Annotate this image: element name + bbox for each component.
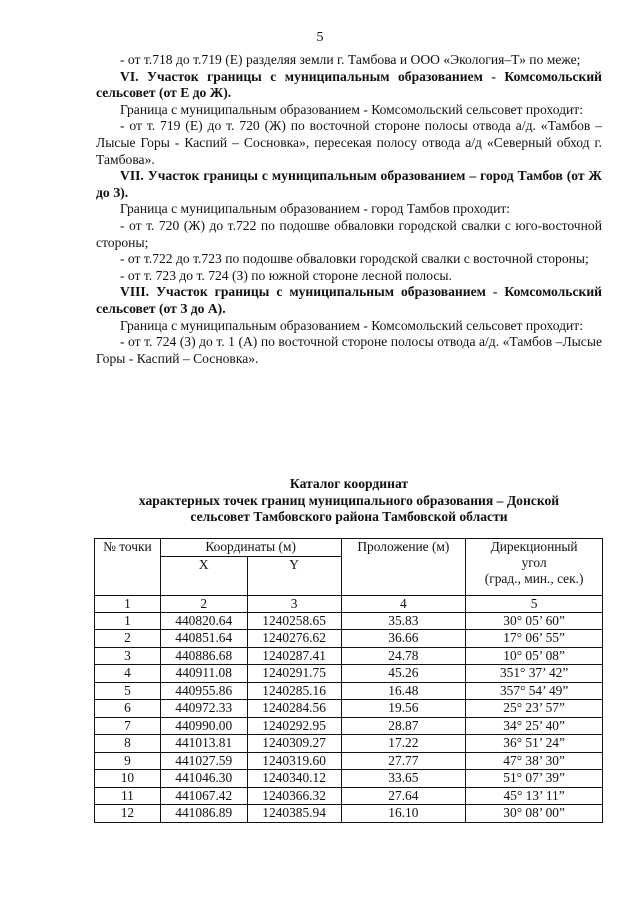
paragraph: Граница с муниципальным образованием - город Тамбов проходит:	[120, 201, 511, 217]
catalog-title	[96, 476, 602, 526]
table-row	[95, 752, 603, 770]
y-cell: 1240287.41	[247, 647, 341, 665]
point-number-cell: 3	[95, 647, 161, 665]
header-coordinates: Координаты (м)	[160, 539, 341, 557]
x-cell: 441046.30	[160, 770, 247, 788]
table-row	[95, 647, 603, 665]
x-cell: 440851.64	[160, 630, 247, 648]
header-length: Проложение (м)	[341, 539, 466, 596]
point-number-cell: 7	[95, 717, 161, 735]
table-row	[95, 787, 603, 805]
header-angle-line: Дирекционный	[490, 539, 578, 554]
table-row	[95, 682, 603, 700]
length-cell: 27.64	[341, 787, 466, 805]
column-number: 3	[247, 595, 341, 612]
column-number-row	[95, 595, 603, 612]
table-row	[95, 612, 603, 630]
paragraph: - от т. 720 (Ж) до т.722 по подошве обваловки городской свалки с юго-восточной стороны;	[96, 217, 602, 250]
body-text	[96, 52, 602, 367]
section-heading: VI. Участок границы с муниципальным образованием - Комсомольский сельсовет (от Е до Ж).	[96, 68, 602, 101]
angle-cell: 45° 13’ 11”	[466, 787, 603, 805]
x-cell: 440990.00	[160, 717, 247, 735]
column-number: 5	[466, 595, 603, 612]
point-number-cell: 6	[95, 700, 161, 718]
table-row	[95, 665, 603, 683]
column-number: 1	[95, 595, 161, 612]
column-number: 2	[160, 595, 247, 612]
table-row	[95, 770, 603, 788]
length-cell: 36.66	[341, 630, 466, 648]
header-angle	[466, 539, 603, 596]
y-cell: 1240285.16	[247, 682, 341, 700]
angle-cell: 34° 25’ 40”	[466, 717, 603, 735]
angle-cell: 357° 54’ 49”	[466, 682, 603, 700]
angle-cell: 30° 08’ 00”	[466, 805, 603, 823]
y-cell: 1240292.95	[247, 717, 341, 735]
length-cell: 45.26	[341, 665, 466, 683]
length-cell: 16.10	[341, 805, 466, 823]
coordinates-table	[94, 538, 603, 823]
x-cell: 441067.42	[160, 787, 247, 805]
header-angle-line: (град., мин., сек.)	[484, 571, 584, 586]
x-cell: 441013.81	[160, 735, 247, 753]
column-number: 4	[341, 595, 466, 612]
paragraph: - от т.718 до т.719 (Е) разделяя земли г. Тамбова и ООО «Экология–Т» по меже;	[120, 52, 581, 67]
angle-cell: 47° 38’ 30”	[466, 752, 603, 770]
table-row	[95, 630, 603, 648]
point-number-cell: 12	[95, 805, 161, 823]
y-cell: 1240276.62	[247, 630, 341, 648]
length-cell: 35.83	[341, 612, 466, 630]
table-row	[95, 805, 603, 823]
paragraph: Граница с муниципальным образованием - Комсомольский сельсовет проходит:	[120, 101, 584, 117]
x-cell: 440972.33	[160, 700, 247, 718]
x-cell: 440911.08	[160, 665, 247, 683]
length-cell: 16.48	[341, 682, 466, 700]
y-cell: 1240291.75	[247, 665, 341, 683]
table-row	[95, 717, 603, 735]
header-point-number: № точки	[95, 539, 161, 596]
x-cell: 440820.64	[160, 612, 247, 630]
length-cell: 27.77	[341, 752, 466, 770]
point-number-cell: 1	[95, 612, 161, 630]
angle-cell: 51° 07’ 39”	[466, 770, 603, 788]
angle-cell: 351° 37’ 42”	[466, 665, 603, 683]
point-number-cell: 4	[95, 665, 161, 683]
x-cell: 440886.68	[160, 647, 247, 665]
catalog-title-line: Каталог координат	[289, 476, 409, 491]
point-number-cell: 9	[95, 752, 161, 770]
point-number-cell: 2	[95, 630, 161, 648]
length-cell: 19.56	[341, 700, 466, 718]
section-heading: VII. Участок границы с муниципальным образованием – город Тамбов (от Ж до З).	[96, 168, 602, 200]
angle-cell: 17° 06’ 55”	[466, 630, 603, 648]
table-header-row	[95, 539, 603, 557]
paragraph: - от т. 724 (З) до т. 1 (А) по восточной стороне полосы отвода а/д. «Тамбов –Лысые Горы - Каспий – Сосновка».	[96, 334, 602, 366]
angle-cell: 10° 05’ 08”	[466, 647, 603, 665]
length-cell: 33.65	[341, 770, 466, 788]
y-cell: 1240258.65	[247, 612, 341, 630]
paragraph: - от т. 723 до т. 724 (З) по южной стороне лесной полосы.	[120, 267, 452, 283]
page-number: 5	[316, 30, 324, 45]
y-cell: 1240309.27	[247, 735, 341, 753]
point-number-cell: 5	[95, 682, 161, 700]
paragraph: - от т. 719 (Е) до т. 720 (Ж) по восточной стороне полосы отвода а/д. «Тамбов – Лысые Горы - Каспий – Сосновка», пересекая полосу отвода а/д «Северный обход г. Тамбова».	[96, 118, 602, 167]
catalog-title-line: характерных точек границ муниципального образования – Донской	[138, 492, 560, 508]
paragraph: Граница с муниципальным образованием - Комсомольский сельсовет проходит:	[120, 317, 584, 333]
catalog-title-line: сельсовет Тамбовского района Тамбовской области	[190, 509, 508, 525]
y-cell: 1240319.60	[247, 752, 341, 770]
header-angle-line: угол	[521, 555, 547, 570]
angle-cell: 36° 51’ 24”	[466, 735, 603, 753]
y-cell: 1240340.12	[247, 770, 341, 788]
point-number-cell: 8	[95, 735, 161, 753]
table-row	[95, 735, 603, 753]
y-cell: 1240366.32	[247, 787, 341, 805]
x-cell: 440955.86	[160, 682, 247, 700]
point-number-cell: 10	[95, 770, 161, 788]
y-cell: 1240284.56	[247, 700, 341, 718]
angle-cell: 30° 05’ 60”	[466, 612, 603, 630]
section-heading: VIII. Участок границы с муниципальным образованием - Комсомольский сельсовет (от З до А).	[96, 284, 602, 316]
angle-cell: 25° 23’ 57”	[466, 700, 603, 718]
x-cell: 441027.59	[160, 752, 247, 770]
paragraph: - от т.722 до т.723 по подошве обваловки городской свалки с восточной стороны;	[120, 251, 589, 267]
y-cell: 1240385.94	[247, 805, 341, 823]
x-cell: 441086.89	[160, 805, 247, 823]
header-y: Y	[247, 556, 341, 595]
point-number-cell: 11	[95, 787, 161, 805]
table-row	[95, 700, 603, 718]
length-cell: 24.78	[341, 647, 466, 665]
length-cell: 28.87	[341, 717, 466, 735]
header-x: X	[160, 556, 247, 595]
length-cell: 17.22	[341, 735, 466, 753]
